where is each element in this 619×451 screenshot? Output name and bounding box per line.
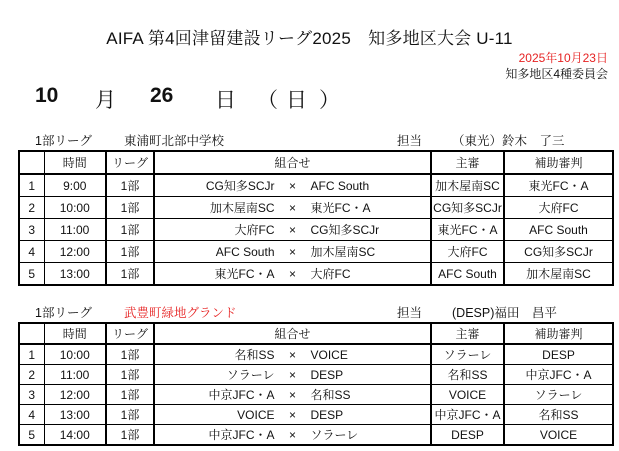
match-time: 12:00: [44, 385, 106, 405]
table1-meta: [0, 131, 619, 149]
header-league: リーグ: [106, 151, 154, 174]
match-no: 2: [19, 365, 44, 385]
assistant-referee: AFC South: [504, 219, 613, 241]
match-league: 1部: [106, 425, 154, 446]
matchup-cell: [154, 241, 431, 263]
schedule-table-1: [18, 150, 614, 286]
vs-mark: ×: [288, 200, 296, 215]
match-no: 5: [19, 263, 44, 286]
home-team: AFC South: [215, 244, 275, 259]
header-assistant: 補助審判: [504, 323, 613, 344]
referee: VOICE: [431, 385, 504, 405]
referee: CG知多SCJr: [431, 197, 504, 219]
match-time: 10:00: [44, 197, 106, 219]
home-team: 東光FC・A: [214, 267, 275, 281]
referee: 東光FC・A: [431, 219, 504, 241]
header-referee: 主審: [431, 323, 504, 344]
match-league: 1部: [106, 174, 154, 197]
match-time: 9:00: [44, 174, 106, 197]
vs-mark: ×: [288, 266, 296, 281]
match-league: 1部: [106, 219, 154, 241]
match-day: 26: [150, 84, 174, 107]
match-month: 10: [35, 84, 59, 107]
home-team: 中京JFC・A: [208, 388, 275, 402]
month-label: 月: [95, 89, 116, 112]
matchup-cell: [154, 385, 431, 405]
referee: 中京JFC・A: [431, 405, 504, 425]
match-league: 1部: [106, 344, 154, 365]
header-time: 時間: [44, 151, 106, 174]
match-league: 1部: [106, 197, 154, 219]
table-row: [19, 344, 613, 365]
assistant-referee: 名和SS: [504, 405, 613, 425]
home-team: 大府FC: [234, 223, 275, 237]
match-time: 11:00: [44, 365, 106, 385]
header-row: [19, 323, 613, 344]
match-no: 4: [19, 405, 44, 425]
referee: AFC South: [431, 263, 504, 286]
header-matchup: 組合せ: [154, 323, 431, 344]
referee: 名和SS: [431, 365, 504, 385]
league-label: 1部リーグ: [35, 306, 92, 320]
match-time: 14:00: [44, 425, 106, 446]
match-no: 1: [19, 174, 44, 197]
match-league: 1部: [106, 385, 154, 405]
assistant-referee: ソラーレ: [504, 385, 613, 405]
referee: DESP: [431, 425, 504, 446]
schedule-table-2: [18, 322, 614, 446]
header-row: [19, 151, 613, 174]
match-league: 1部: [106, 405, 154, 425]
league-label: 1部リーグ: [35, 134, 92, 148]
match-date: [0, 84, 619, 112]
home-team: 名和SS: [234, 348, 275, 362]
matchup-cell: [154, 174, 431, 197]
home-team: CG知多SCJr: [205, 179, 275, 193]
header-league: リーグ: [106, 323, 154, 344]
matchup-cell: [154, 344, 431, 365]
table-row: [19, 219, 613, 241]
assistant-referee: 大府FC: [504, 197, 613, 219]
table2-meta: [0, 303, 619, 321]
matchup-cell: [154, 197, 431, 219]
home-team: 中京JFC・A: [208, 428, 275, 442]
table-row: [19, 365, 613, 385]
away-team: DESP: [310, 367, 344, 382]
home-team: VOICE: [237, 407, 275, 422]
venue-name: 東浦町北部中学校: [124, 134, 225, 148]
assistant-referee: 東光FC・A: [504, 174, 613, 197]
match-no: 5: [19, 425, 44, 446]
person-name: (DESP)福田 昌平: [452, 306, 557, 320]
referee: ソラーレ: [431, 344, 504, 365]
paren-close: ）: [319, 89, 340, 112]
matchup-cell: [154, 263, 431, 286]
away-team: ソラーレ: [310, 428, 359, 442]
weekday-label: 日: [286, 89, 307, 112]
vs-mark: ×: [288, 347, 296, 362]
vs-mark: ×: [288, 244, 296, 259]
day-label: 日: [215, 89, 236, 112]
page-title: AIFA 第4回津留建設リーグ2025 知多地区大会 U-11: [106, 29, 513, 48]
referee: 加木屋南SC: [431, 174, 504, 197]
tanto-label: 担当: [397, 306, 423, 320]
assistant-referee: 加木屋南SC: [504, 263, 613, 286]
assistant-referee: CG知多SCJr: [504, 241, 613, 263]
match-no: 3: [19, 385, 44, 405]
header-assistant: 補助審判: [504, 151, 613, 174]
home-team: 加木屋南SC: [209, 201, 275, 215]
match-time: 11:00: [44, 219, 106, 241]
home-team: ソラーレ: [226, 368, 275, 382]
match-time: 13:00: [44, 405, 106, 425]
vs-mark: ×: [288, 387, 296, 402]
matchup-cell: [154, 219, 431, 241]
header-matchup: 組合せ: [154, 151, 431, 174]
matchup-cell: [154, 365, 431, 385]
vs-mark: ×: [288, 178, 296, 193]
venue-name: 武豊町緑地グランド: [124, 306, 237, 320]
table-row: [19, 425, 613, 446]
table-row: [19, 174, 613, 197]
away-team: 東光FC・A: [310, 201, 371, 215]
match-no: 2: [19, 197, 44, 219]
match-no: 1: [19, 344, 44, 365]
match-time: 10:00: [44, 344, 106, 365]
assistant-referee: DESP: [504, 344, 613, 365]
away-team: CG知多SCJr: [310, 223, 380, 237]
matchup-cell: [154, 425, 431, 446]
header-no: [19, 151, 44, 174]
header-time: 時間: [44, 323, 106, 344]
paren-open: （: [257, 89, 278, 112]
header-no: [19, 323, 44, 344]
vs-mark: ×: [288, 407, 296, 422]
match-time: 13:00: [44, 263, 106, 286]
matchup-cell: [154, 405, 431, 425]
vs-mark: ×: [288, 367, 296, 382]
away-team: DESP: [310, 407, 344, 422]
table-row: [19, 241, 613, 263]
header-referee: 主審: [431, 151, 504, 174]
match-league: 1部: [106, 241, 154, 263]
assistant-referee: 中京JFC・A: [504, 365, 613, 385]
away-team: 大府FC: [310, 267, 351, 281]
away-team: 名和SS: [310, 388, 351, 402]
vs-mark: ×: [288, 222, 296, 237]
table-row: [19, 405, 613, 425]
away-team: VOICE: [310, 347, 348, 362]
referee: 大府FC: [431, 241, 504, 263]
table-row: [19, 197, 613, 219]
match-time: 12:00: [44, 241, 106, 263]
table-row: [19, 385, 613, 405]
away-team: 加木屋南SC: [310, 245, 376, 259]
match-no: 3: [19, 219, 44, 241]
match-league: 1部: [106, 365, 154, 385]
issue-date: 2025年10月23日: [518, 51, 608, 65]
person-name: （東光）鈴木 了三: [452, 134, 565, 148]
match-league: 1部: [106, 263, 154, 286]
match-no: 4: [19, 241, 44, 263]
vs-mark: ×: [288, 427, 296, 442]
assistant-referee: VOICE: [504, 425, 613, 446]
table-row: [19, 263, 613, 286]
away-team: AFC South: [310, 178, 370, 193]
committee-name: 知多地区4種委員会: [505, 67, 608, 81]
tanto-label: 担当: [397, 134, 423, 148]
